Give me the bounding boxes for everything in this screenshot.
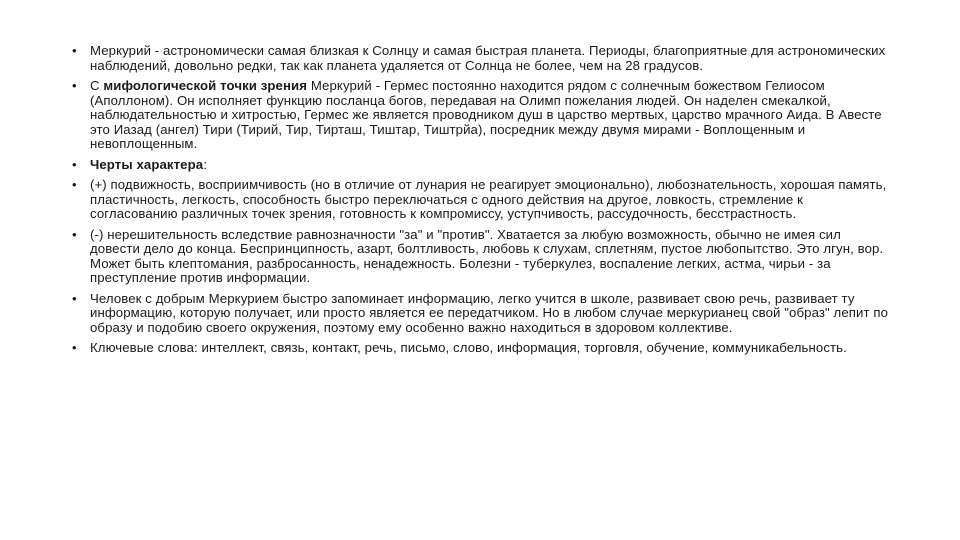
- bullet-item-positive-traits: [72, 178, 892, 222]
- bullet-icon: •: [72, 290, 77, 306]
- bullet-text: (-) нерешительность вследствие равнозначности "за" и "против". Хватается за любую возможность, обычно не имея сил довести дело до конца. Беспринципность, азарт, болтливость, любовь к слухам, сплетням, пустое любопытство. Это лгун, вор. Может быть клептомания, разбросанность, ненадежность. Болезни - туберкулез, воспаление легких, астма, чирьи - за преступление против информации.: [90, 226, 884, 285]
- bullet-text: :: [203, 156, 207, 172]
- bullet-icon: •: [72, 43, 77, 58]
- bullet-text: Меркурий - Гермес постоянно находится рядом с солнечным божеством Гелиосом (Аполлоном). Он исполняет функцию посланца богов, передавая на Олимп пожелания людей. Он наделен смекалкой, наблюдательностью и хитростью, Гермес же является проводником душ в царство мертвых, царство мрачного Аида. В Авесте это Иазад (ангел) Тири (Тирий, Тир, Тирташ, Тиштар, Тиштрйа), посредник между двумя мирами - Воплощенным и невоплощенным.: [90, 78, 882, 151]
- bullet-prefix: С: [90, 78, 104, 93]
- bullet-item-mythology: [72, 79, 892, 152]
- bullet-text: Меркурий - астрономически самая близкая к Солнцу и самая быстрая планета. Периоды, благоприятные для астрономических наблюдений, довольно редки, так как планета удаляется от Солнца не более, чем на 28 градусов.: [90, 43, 886, 73]
- bullet-icon: •: [72, 340, 77, 355]
- bullet-item-good-mercury-person: [72, 292, 892, 336]
- bullet-item-negative-traits: [72, 228, 892, 286]
- bullet-bold-term: Черты характера: [90, 156, 204, 172]
- bullet-item-keywords: [72, 341, 892, 356]
- bullet-list: [72, 44, 892, 362]
- bullet-icon: •: [72, 156, 77, 172]
- bullet-icon: •: [72, 177, 77, 192]
- bullet-item-character-traits: [72, 158, 892, 173]
- bullet-bold-term: мифологической точки зрения: [103, 78, 308, 93]
- bullet-icon: •: [72, 78, 77, 93]
- bullet-text: Ключевые слова: интеллект, связь, контакт, речь, письмо, слово, информация, торговля, обучение, коммуникабельность.: [90, 340, 847, 355]
- bullet-text: (+) подвижность, восприимчивость (но в отличие от лунария не реагирует эмоционально), любознательность, хорошая память, пластичность, легкость, способность быстро переключаться с одного действия на другое, ловкость, стремление к согласованию различных точек зрения, готовность к компромиссу, уступчивость, рассудочность, бесстрастность.: [90, 177, 887, 221]
- bullet-item-mercury-astronomy: [72, 44, 892, 73]
- bullet-text: Человек с добрым Меркурием быстро запоминает информацию, легко учится в школе, развивает свою речь, развивает ту информацию, которую получает, или просто является ее передатчиком. Но в любом случае меркурианец свой "образ" лепит по образу и подобию своего окружения, поэтому ему особенно важно находиться в здоровом коллективе.: [90, 290, 889, 335]
- bullet-icon: •: [72, 226, 77, 242]
